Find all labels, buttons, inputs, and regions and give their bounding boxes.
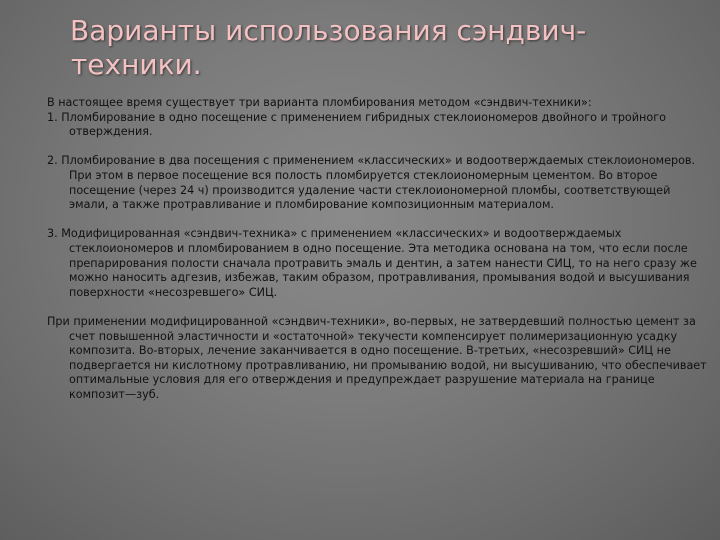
- variant-2-paragraph: 2. Пломбирование в два посещения с применением «классических» и водоотверждаемых стеклоиономеров. При этом в первое посещение вся полость пломбируется стеклоиономерным цементом. Во второе посещение (через 24 ч) производится удаление части стеклоиономерной пломбы, соответствующей эмали, а также протравливание и пломбирование композиционным материалом.: [47, 154, 696, 212]
- variant-1-paragraph: 1. Пломбирование в одно посещение с применением гибридных стеклоиономеров двойного и тройного отверждения.: [47, 110, 666, 139]
- intro-paragraph: В настоящее время существует три варианта пломбирования методом «сэндвич-техники»:: [47, 96, 592, 109]
- slide-title: [70, 14, 670, 82]
- slide-title-line-2: техники.: [71, 48, 202, 81]
- slide-title-line-1: Варианты использования сэндвич-: [70, 14, 587, 47]
- advantages-paragraph: При применении модифицированной «сэндвич-техники», во-первых, не затвердевший полностью цемент за счет повышенной эластичности и «остаточной» текучести компенсирует полимеризационную усадку композита. Во-вторых, лечение заканчивается в одно посещение. В-третьих, «несозревший» СИЦ не подвергается ни кислотному протравливанию, ни промыванию водой, ни высушиванию, что обеспечивает оптимальные условия для его отверждения и предупреждает разрушение материала на границе композит—зуб.: [47, 314, 707, 401]
- variant-3-paragraph: 3. Модифицированная «сэндвич-техника» с применением «классических» и водоотверждаемых стеклоиономеров и пломбированием в одно посещение. Эта методика основана на том, что если после препарирования полости сначала протравить эмаль и дентин, а затем нанести СИЦ, то на него сразу же можно наносить адгезив, избежав, таким образом, протравливания, промывания водой и высушивания поверхности «несозревшего» СИЦ.: [47, 227, 697, 299]
- slide-body: [47, 96, 711, 402]
